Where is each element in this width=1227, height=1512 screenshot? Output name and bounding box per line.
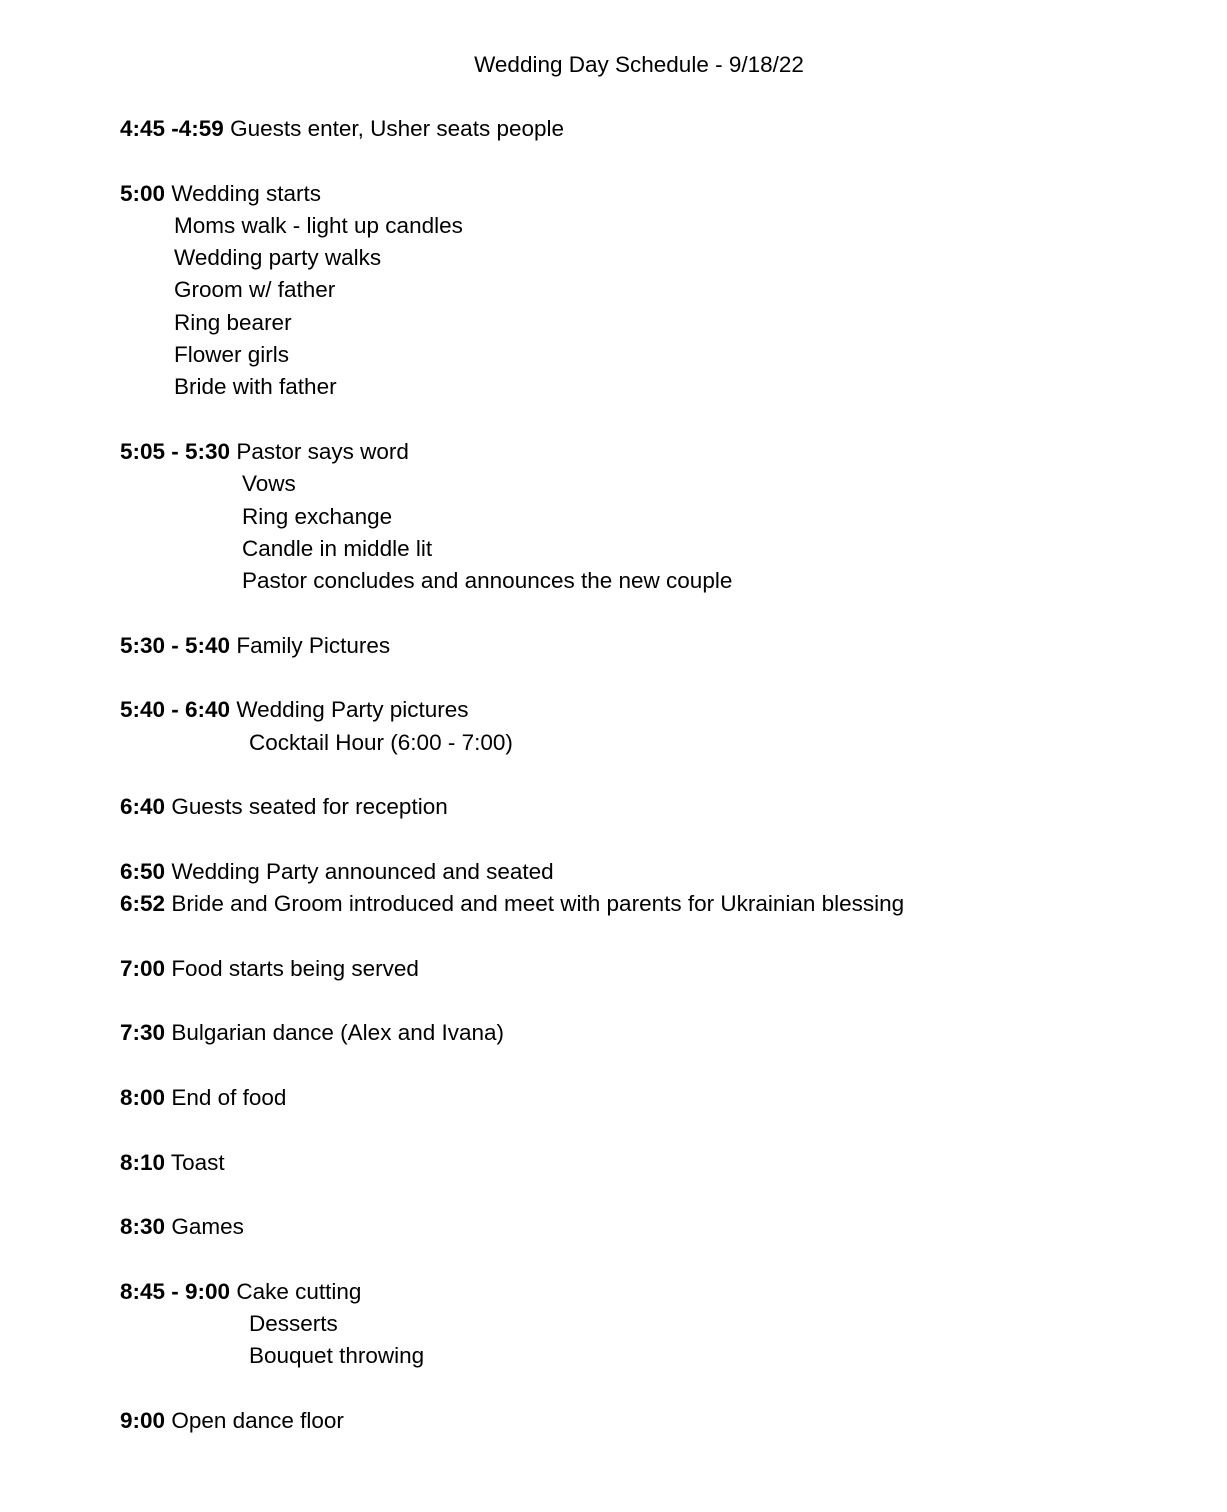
entry-line <box>120 113 1210 145</box>
entry-line <box>120 888 1210 920</box>
schedule-entry <box>120 1017 1210 1049</box>
entry-text: Wedding Party pictures <box>236 697 469 723</box>
entry-time: 7:30 <box>120 1020 166 1046</box>
entry-line <box>120 630 1210 662</box>
entry-subitem: Desserts <box>249 1310 338 1336</box>
entry-text: End of food <box>171 1084 287 1110</box>
entry-subitem: Bride with father <box>174 374 337 400</box>
entry-line <box>120 694 1210 726</box>
entry-subitem: Ring bearer <box>174 309 292 335</box>
entry-time: 5:30 - 5:40 <box>120 632 231 658</box>
entry-line <box>120 953 1210 985</box>
entry-subitem: Vows <box>242 471 296 497</box>
entry-time: 8:10 <box>120 1149 166 1175</box>
entry-subitem: Groom w/ father <box>174 277 336 303</box>
entry-line <box>120 1147 1210 1179</box>
entry-time: 7:00 <box>120 955 166 981</box>
entry-text: Wedding starts <box>171 180 321 206</box>
entry-line <box>120 1082 1210 1114</box>
schedule-entry <box>120 1276 1210 1373</box>
entry-subitem: Ring exchange <box>242 503 393 529</box>
entry-text: Bulgarian dance (Alex and Ivana) <box>171 1020 505 1046</box>
entry-subitem: Flower girls <box>174 342 290 368</box>
entry-subitem: Pastor concludes and announces the new couple <box>242 568 733 594</box>
schedule-list <box>120 113 1210 1437</box>
entry-time: 6:50 <box>120 858 166 884</box>
schedule-entry <box>120 630 1210 662</box>
entry-time: 5:00 <box>120 180 166 206</box>
entry-text: Cake cutting <box>236 1278 362 1304</box>
entry-text: Games <box>171 1214 244 1240</box>
entry-line <box>120 1211 1210 1243</box>
entry-text: Food starts being served <box>171 955 419 981</box>
entry-time: 8:45 - 9:00 <box>120 1278 231 1304</box>
entry-line <box>120 856 1210 888</box>
entry-text: Bride and Groom introduced and meet with parents for Ukrainian blessing <box>171 891 905 917</box>
document-title: Wedding Day Schedule - 9/18/22 <box>474 52 804 77</box>
entry-time: 8:00 <box>120 1084 166 1110</box>
schedule-entry <box>120 1147 1210 1179</box>
entry-time: 5:05 - 5:30 <box>120 438 231 464</box>
entry-subitem: Candle in middle lit <box>242 535 433 561</box>
entry-subitem: Moms walk - light up candles <box>174 212 463 238</box>
entry-line <box>120 1017 1210 1049</box>
entry-time: 8:30 <box>120 1214 166 1240</box>
entry-text: Guests seated for reception <box>171 794 448 820</box>
schedule-entry <box>120 1082 1210 1114</box>
entry-text: Family Pictures <box>236 632 391 658</box>
entry-subitem: Cocktail Hour (6:00 - 7:00) <box>249 729 513 755</box>
entry-time: 6:40 <box>120 794 166 820</box>
schedule-entry <box>120 953 1210 985</box>
entry-subitem: Wedding party walks <box>174 245 382 271</box>
schedule-entry <box>120 1211 1210 1243</box>
entry-text: Toast <box>170 1149 225 1175</box>
schedule-entry <box>120 694 1210 759</box>
schedule-entry <box>120 113 1210 145</box>
entry-text: Pastor says word <box>236 438 409 464</box>
entry-time: 4:45 -4:59 <box>120 116 224 141</box>
entry-line <box>120 436 1210 468</box>
schedule-entry <box>120 436 1210 597</box>
entry-line <box>120 791 1210 823</box>
entry-line <box>120 178 1210 210</box>
entry-time: 6:52 <box>120 891 166 917</box>
schedule-entry <box>120 178 1210 404</box>
schedule-entry <box>120 791 1210 823</box>
entry-time: 5:40 - 6:40 <box>120 697 231 723</box>
schedule-entry <box>120 1405 1210 1437</box>
schedule-entry <box>120 888 1210 920</box>
entry-line <box>120 1276 1210 1308</box>
entry-text: Open dance floor <box>171 1407 344 1433</box>
entry-line <box>120 1405 1210 1437</box>
entry-text: Wedding Party announced and seated <box>171 858 554 884</box>
entry-time: 9:00 <box>120 1407 166 1433</box>
entry-text: Guests enter, Usher seats people <box>230 116 565 141</box>
schedule-entry <box>120 856 1210 888</box>
entry-subitem: Bouquet throwing <box>249 1343 425 1369</box>
